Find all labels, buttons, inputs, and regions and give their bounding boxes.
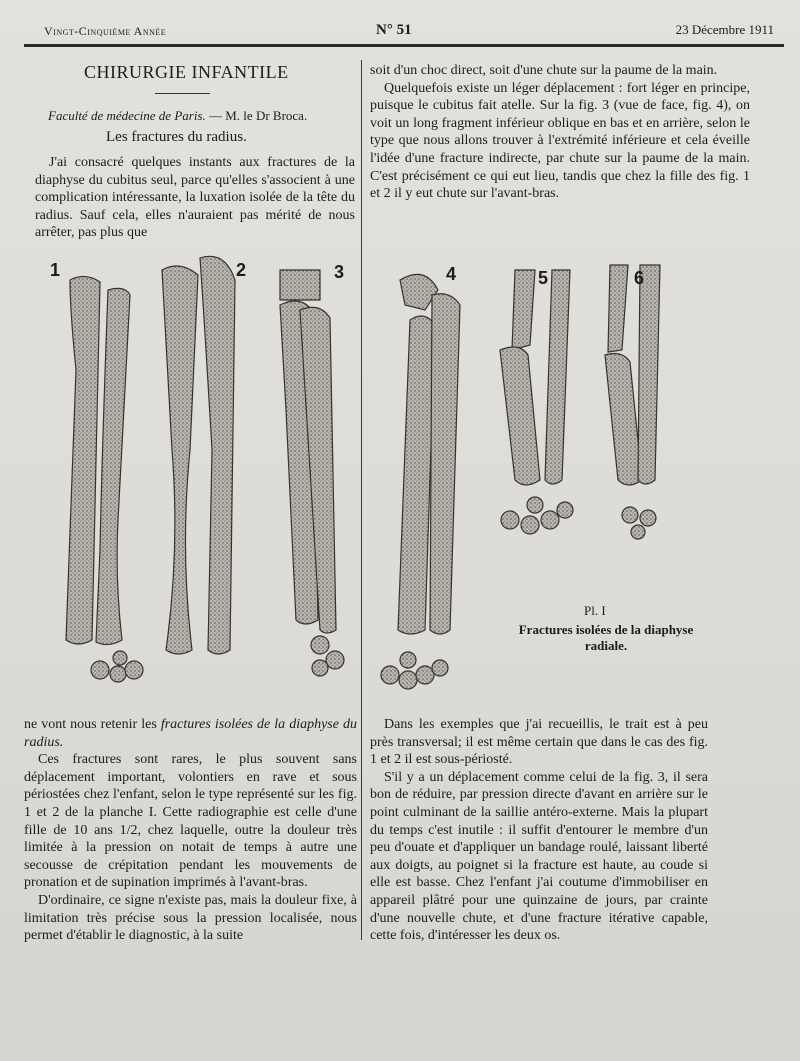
paragraph: S'il y a un déplacement comme celui de la fig. 3, il sera bon de réduire, par pression directe d'avant en arrière sur le point culminant de la saillie antéro-externe. Mais la plupart du temps c'est inutile : il suffit d'entourer le membre d'un peu d'ouate et d'appliquer un bandage roulé, laissant liberté aux doigts, au poignet si la fracture est haute, au coude si elle est basse. Chez l'enfant j'ai coutume d'immobiliser en appareil plâtré pour une quinzaine de jours, par crainte d'une nouvelle chute, et d'une fracture itérative capable, cette fois, d'intéresser les deux os. xyxy=(370,769,708,944)
section-title: CHIRURGIE INFANTILE xyxy=(84,62,289,82)
byline-author: — M. le Dr Broca. xyxy=(209,108,308,123)
paragraph: Dans les exemples que j'ai recueillis, le trait est à peu près transversal; il est même certain que dans le cas des fig. 1 et 2 il est sous-périosté. xyxy=(370,717,708,768)
byline-faculty: Faculté de médecine de Paris. xyxy=(48,108,206,123)
paragraph: Quelquefois existe un léger déplacement : fort léger en principe, puisque le cubitus fait atelle. Sur la fig. 3 (vue de face, fig. 4), on voit un long fragment inférieur oblique en bas et en arrière, selon le type que nous allons trouver à l'extrémité inférieure et cela éveille l'idée d'une fracture indirecte, par chute sur la paume de la main. C'est précisément ce qui eut lieu, tandis que chez la fille des fig. 1 et 2 il y eut chute sur l'avant-bras. xyxy=(370,80,750,202)
paragraph: D'ordinaire, ce signe n'existe pas, mais la douleur fixe, à limitation très précise sous la pression localisée, nous permet d'établir le diagnostic, à la suite xyxy=(24,892,357,944)
paragraph: soit d'un choc direct, soit d'une chute sur la paume de la main. xyxy=(370,63,718,78)
header-rule xyxy=(24,44,784,47)
left-column-bottom xyxy=(24,716,357,945)
figure-number-5: 5 xyxy=(538,268,549,288)
plate-label: Pl. I xyxy=(584,603,606,618)
figure-number-3: 3 xyxy=(334,262,345,282)
continuation-text: ne vont nous retenir les xyxy=(24,717,161,732)
article-subtitle: Les fractures du radius. xyxy=(106,129,247,145)
left-column-top xyxy=(35,154,355,242)
continuation-italic: fractures isolées de la diaphyse du radius. xyxy=(24,717,357,750)
figure-number-4: 4 xyxy=(446,264,457,284)
right-column-top xyxy=(370,62,750,203)
figure-number-6: 6 xyxy=(634,268,645,288)
page-header xyxy=(26,22,774,42)
right-column-bottom xyxy=(370,716,708,945)
figure-number-1: 1 xyxy=(50,260,61,280)
header-date: 23 Décembre 1911 xyxy=(675,22,774,37)
header-volume: Vingt-Cinquième Année xyxy=(44,24,167,38)
figure-number-2: 2 xyxy=(236,260,247,280)
title-divider xyxy=(155,93,210,94)
paragraph: Ces fractures sont rares, le plus souvent sans déplacement important, volontiers en rave et sous périostées chez l'enfant, selon le type représenté sur les fig. 1 et 2 de la planche I. Cette radiographie est celle d'une fille de 10 ans 1/2, chez laquelle, outre la douleur très limitée à la pression on notait de temps à autre une secousse de crépitation pendant les mouvements de pronation et de supination imprimés à l'avant-bras. xyxy=(24,752,357,891)
header-issue-number: N° 51 xyxy=(376,22,412,38)
continuation-paragraph xyxy=(24,716,357,751)
byline xyxy=(48,108,307,124)
figure-caption: Fractures isolées de la diaphyse radiale. xyxy=(518,622,694,653)
intro-paragraph: J'ai consacré quelques instants aux fractures de la diaphyse du cubitus seul, parce qu'elles s'associent à une complication intéressante, la luxation isolée de la tête du radius. Sauf cela, elles n'auraient pas mérité de nous arrêter, pas plus que xyxy=(35,155,355,241)
